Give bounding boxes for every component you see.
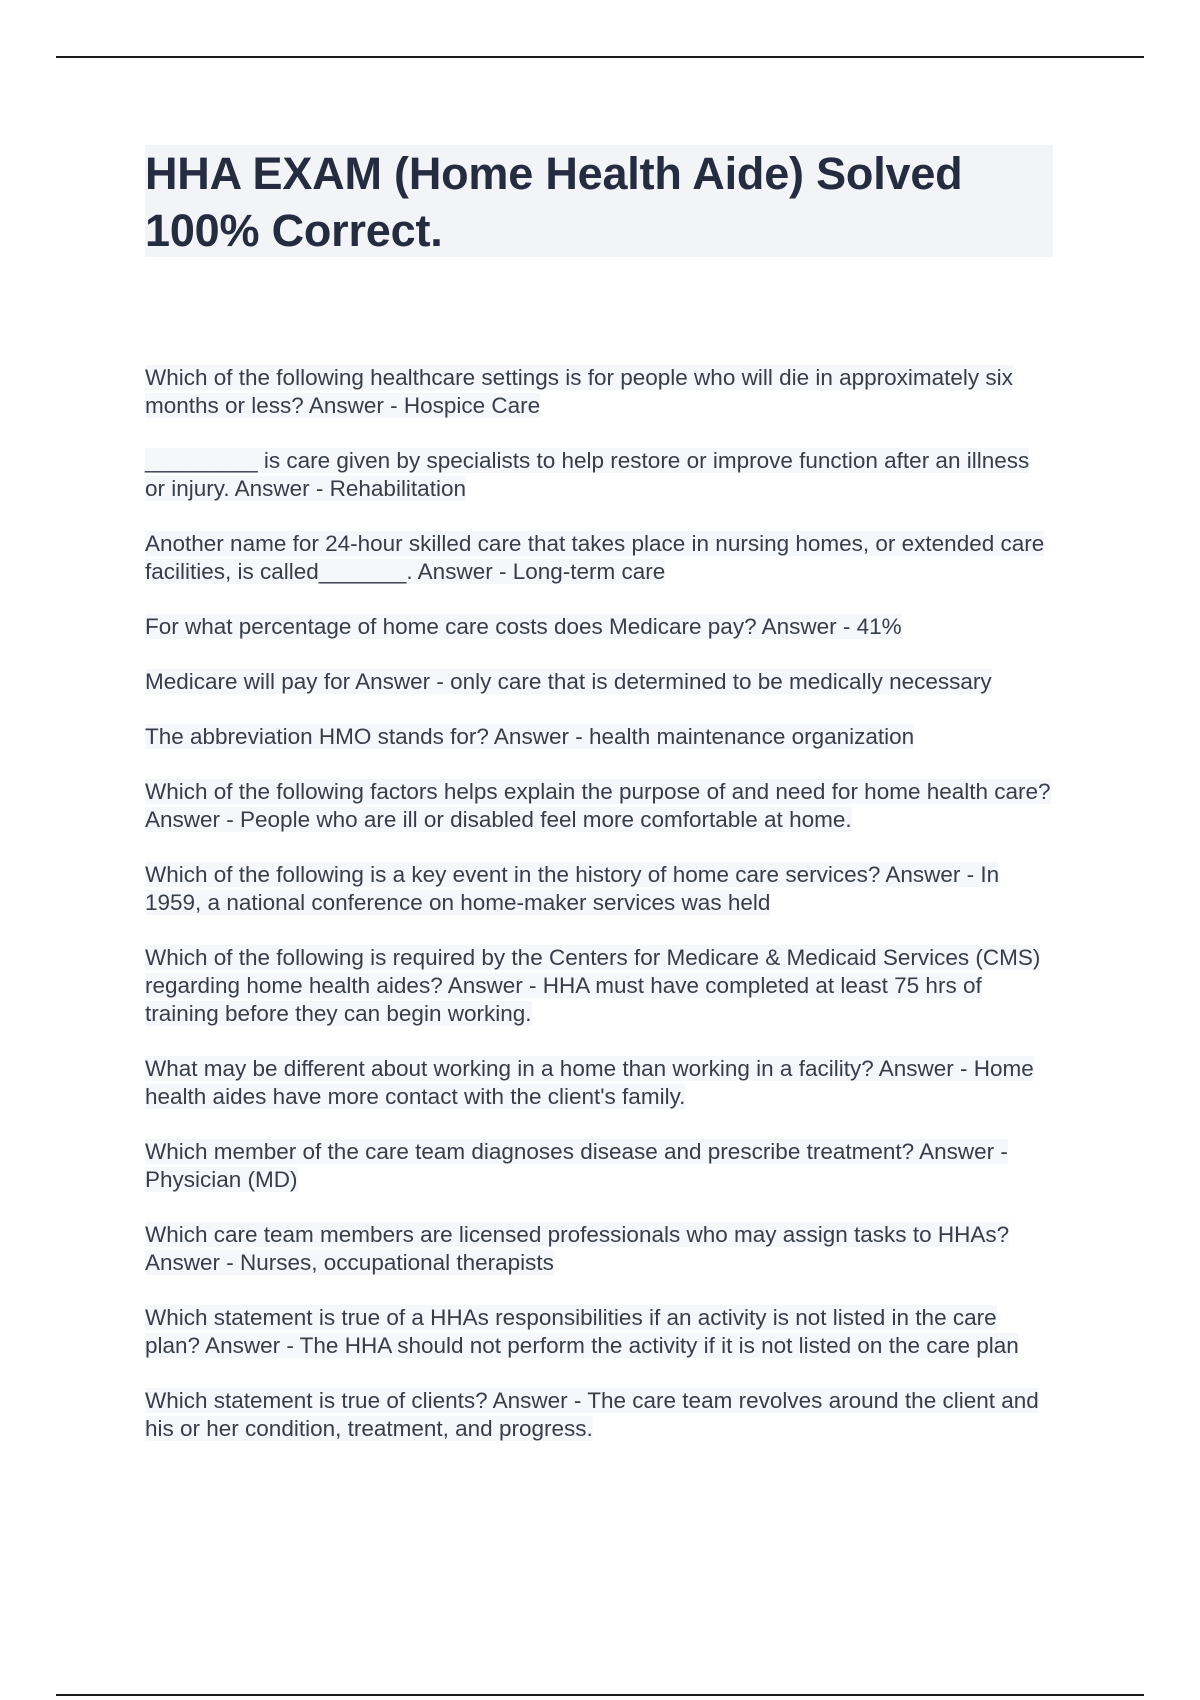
question-item-9: [145, 944, 1055, 1028]
question-text: For what percentage of home care costs does Medicare pay? Answer - 41%: [145, 614, 902, 639]
question-text: Medicare will pay for Answer - only care that is determined to be medically necessary: [145, 669, 992, 694]
question-text: Which of the following factors helps explain the purpose of and need for home health care? Answer - People who are ill or disabled feel more comfortable at home.: [145, 779, 1051, 832]
question-text: Which care team members are licensed professionals who may assign tasks to HHAs? Answer - Nurses, occupational therapists: [145, 1222, 1010, 1275]
question-text: Which of the following is required by the Centers for Medicare & Medicaid Services (CMS) regarding home health aides? Answer - HHA must have completed at least 75 hrs of training before they can begin working.: [145, 945, 1041, 1026]
question-item-2: [145, 447, 1055, 503]
page-title: [145, 145, 1053, 257]
question-text: Which of the following is a key event in the history of home care services? Answer - In 1959, a national conference on home-maker services was held: [145, 862, 1000, 915]
question-text: Which statement is true of clients? Answer - The care team revolves around the client and his or her condition, treatment, and progress.: [145, 1388, 1039, 1441]
question-item-5: [145, 668, 1055, 696]
top-divider: [56, 56, 1144, 58]
question-item-6: [145, 723, 1055, 751]
question-text: Another name for 24-hour skilled care that takes place in nursing homes, or extended care facilities, is called_______. Answer - Long-term care: [145, 531, 1045, 584]
question-text: _________ is care given by specialists to help restore or improve function after an illness or injury. Answer - Rehabilitation: [145, 448, 1030, 501]
question-text: Which member of the care team diagnoses disease and prescribe treatment? Answer - Physician (MD): [145, 1139, 1008, 1192]
page-title-text: HHA EXAM (Home Health Aide) Solved 100% Correct.: [145, 148, 963, 256]
question-item-10: [145, 1055, 1055, 1111]
question-text: What may be different about working in a home than working in a facility? Answer - Home health aides have more contact with the client's family.: [145, 1056, 1034, 1109]
question-text: Which statement is true of a HHAs responsibilities if an activity is not listed in the care plan? Answer - The HHA should not perform the activity if it is not listed on the care plan: [145, 1305, 1019, 1358]
question-list: [145, 364, 1055, 1470]
question-text: Which of the following healthcare settings is for people who will die in approximately six months or less? Answer - Hospice Care: [145, 365, 1013, 418]
question-item-11: [145, 1138, 1055, 1194]
question-item-4: [145, 613, 1055, 641]
question-item-12: [145, 1221, 1055, 1277]
question-item-1: [145, 364, 1055, 420]
question-item-13: [145, 1304, 1055, 1360]
question-item-8: [145, 861, 1055, 917]
question-text: The abbreviation HMO stands for? Answer - health maintenance organization: [145, 724, 915, 749]
question-item-14: [145, 1387, 1055, 1443]
question-item-3: [145, 530, 1055, 586]
bottom-divider: [56, 1694, 1144, 1696]
question-item-7: [145, 778, 1055, 834]
